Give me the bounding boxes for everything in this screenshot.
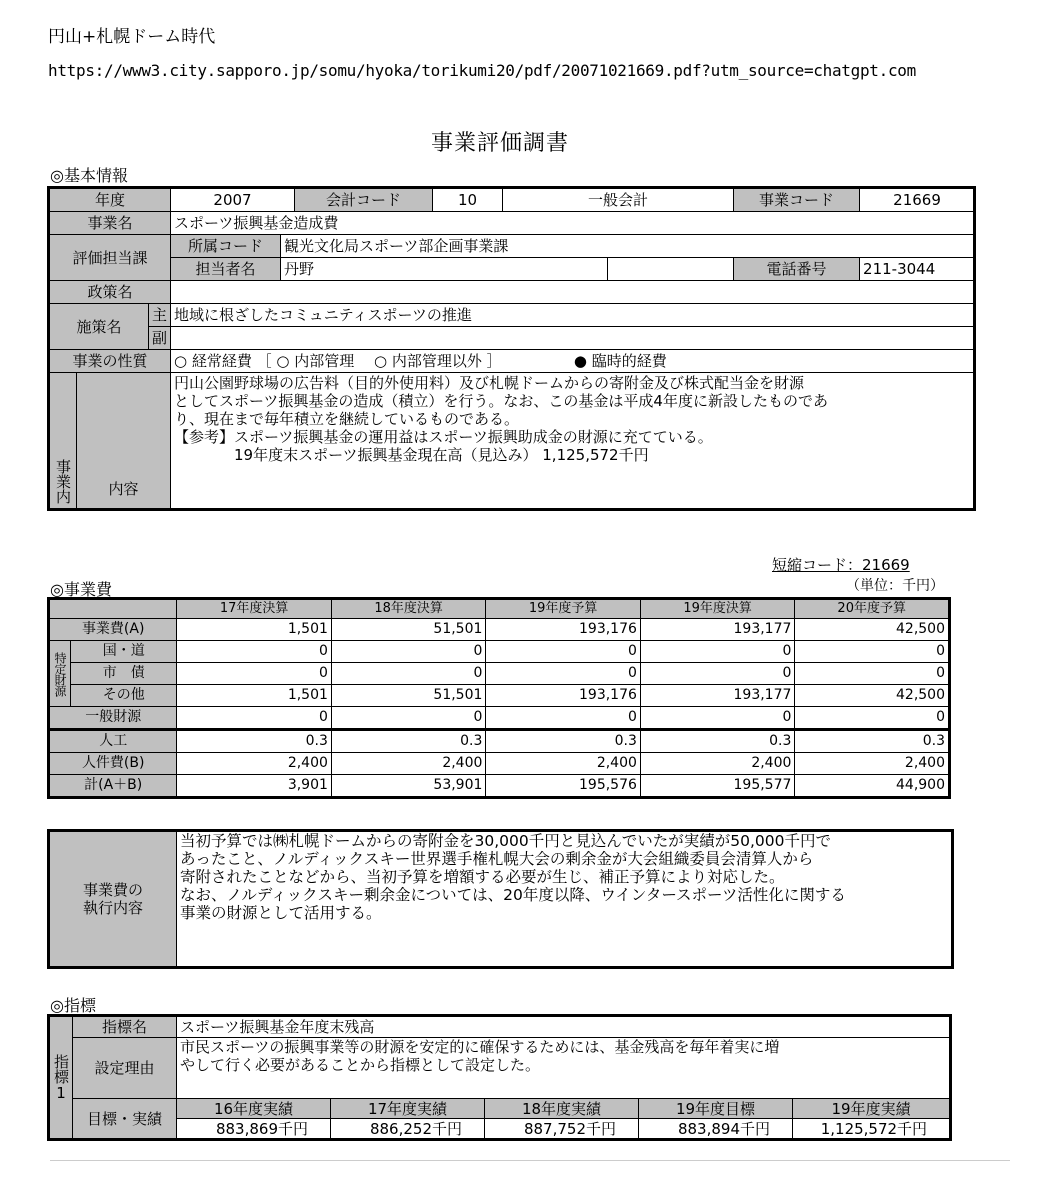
reason-line: 市民スポーツの振興事業等の財源を安定的に確保するためには、基金残高を毎年着実に増 — [180, 1038, 780, 1056]
execution-line: 事業の財源として活用する。 — [180, 904, 382, 922]
cost-cell: 195,577 — [640, 775, 795, 798]
measure-label: 施策名 — [49, 304, 149, 350]
cost-cell: 2,400 — [795, 753, 950, 775]
table-row — [49, 730, 950, 753]
execution-line: 寄附されたことなどから、当初予算を増額する必要が生じ、補正予算により対応した。 — [180, 868, 785, 886]
cost-cell: 0 — [331, 663, 486, 685]
table-row — [49, 707, 950, 730]
indicator-value: 883,869千円 — [177, 1119, 331, 1140]
indicator-col-header: 19年度実績 — [793, 1099, 951, 1119]
measure-main-value: 地域に根ざしたコミュニティスポーツの推進 — [171, 304, 975, 327]
cost-cell: 0.3 — [640, 730, 795, 753]
cost-cell: 0 — [177, 707, 332, 730]
cost-cell: 0 — [331, 641, 486, 663]
execution-line: 当初予算では㈱札幌ドームからの寄附金を30,000千円と見込んでいたが実績が50,000千円で — [180, 832, 831, 850]
cost-cell: 42,500 — [795, 685, 950, 707]
document-title: 事業評価調書 — [430, 131, 569, 156]
execution-text — [177, 831, 953, 968]
cost-cell: 0 — [486, 707, 641, 730]
content-side-label: 事業内 — [49, 373, 77, 510]
unit-label: （単位：千円） — [846, 578, 944, 594]
year-label: 年度 — [49, 188, 171, 212]
account-code-value: 10 — [433, 188, 503, 212]
measure-sub-value — [171, 327, 975, 350]
cost-row-label: 計(A＋B) — [49, 775, 177, 798]
account-name: 一般会計 — [503, 188, 734, 212]
indicator-value: 883,894千円 — [639, 1119, 793, 1140]
content-text — [171, 373, 975, 510]
table-row — [49, 753, 950, 775]
cost-col-header: 19年度決算 — [640, 599, 795, 619]
cost-row-label: 事業費(A) — [49, 619, 177, 641]
cost-cell: 195,576 — [486, 775, 641, 798]
cost-cell: 0 — [640, 663, 795, 685]
cost-cell: 3,901 — [177, 775, 332, 798]
cost-cell: 2,400 — [331, 753, 486, 775]
account-code-label: 会計コード — [295, 188, 433, 212]
indicator-name-label: 指標名 — [73, 1016, 177, 1038]
execution-table — [47, 829, 954, 969]
dept-value: 観光文化局スポーツ部企画事業課 — [281, 235, 975, 258]
special-funds-label: 特定財源 — [49, 641, 71, 707]
person-label: 担当者名 — [171, 258, 281, 281]
project-name-label: 事業名 — [49, 212, 171, 235]
page-header-title: 円山+札幌ドーム時代 — [48, 27, 216, 47]
table-row — [49, 775, 950, 798]
indicator-value: 886,252千円 — [331, 1119, 485, 1140]
indicator-value: 887,752千円 — [485, 1119, 639, 1140]
cost-cell: 0 — [177, 641, 332, 663]
cost-cell: 193,177 — [640, 619, 795, 641]
dept-code-label: 所属コード — [171, 235, 281, 258]
table-row — [49, 619, 950, 641]
cost-cell: 0 — [795, 641, 950, 663]
cost-cell: 0 — [331, 707, 486, 730]
cost-cell: 193,177 — [640, 685, 795, 707]
cost-cell: 193,176 — [486, 619, 641, 641]
cost-cell: 44,900 — [795, 775, 950, 798]
project-code-label: 事業コード — [734, 188, 860, 212]
indicator-target-label: 目標・実績 — [73, 1099, 177, 1140]
execution-line: なお、ノルディックスキー剰余金については、20年度以降、ウインタースポーツ活性化に関する — [180, 886, 846, 904]
cost-cell: 2,400 — [486, 753, 641, 775]
indicator-reason-label: 設定理由 — [73, 1038, 177, 1099]
phone-label: 電話番号 — [734, 258, 860, 281]
section-cost: ◎事業費 — [50, 580, 112, 599]
content-line: 円山公園野球場の広告料（目的外使用料）及び札幌ドームからの寄附金及び株式配当金を財源 — [174, 374, 805, 392]
cost-cell: 0 — [795, 707, 950, 730]
cost-row-label: 国・道 — [71, 641, 177, 663]
cost-row-label: 人件費(B) — [49, 753, 177, 775]
content-line: としてスポーツ振興基金の造成（積立）を行う。なお、この基金は平成4年度に新設したものであ — [174, 392, 828, 410]
cost-col-header: 17年度決算 — [177, 599, 332, 619]
content-line: り、現在まで毎年積立を継続しているものである。 — [174, 410, 520, 428]
cost-table — [47, 597, 951, 799]
basic-info-table — [47, 186, 976, 511]
cost-cell: 0 — [486, 663, 641, 685]
table-row — [49, 663, 950, 685]
source-url[interactable]: https://www3.city.sapporo.jp/somu/hyoka/torikumi20/pdf/20071021669.pdf?utm_source=chatgpt.com — [48, 61, 916, 80]
cost-cell: 0.3 — [177, 730, 332, 753]
cost-cell: 1,501 — [177, 619, 332, 641]
cost-cell: 2,400 — [640, 753, 795, 775]
nature-value: ○ 経常経費 ［ ○ 内部管理 ○ 内部管理以外 ］ ● 臨時的経費 — [171, 350, 975, 373]
cost-cell: 53,901 — [331, 775, 486, 798]
person-spacer — [608, 258, 734, 281]
cost-cell: 42,500 — [795, 619, 950, 641]
cost-row-label: 人工 — [49, 730, 177, 753]
cost-cell: 51,501 — [331, 619, 486, 641]
policy-value — [171, 281, 975, 304]
measure-main-label: 主 — [149, 304, 171, 327]
cost-cell: 0.3 — [795, 730, 950, 753]
cost-corner — [49, 599, 177, 619]
section-indicator: ◎指標 — [50, 996, 96, 1015]
indicator-col-header: 17年度実績 — [331, 1099, 485, 1119]
nature-label: 事業の性質 — [49, 350, 171, 373]
page-bottom-divider — [50, 1160, 1010, 1161]
table-row — [49, 685, 950, 707]
execution-label: 事業費の 執行内容 — [49, 831, 177, 968]
measure-sub-label: 副 — [149, 327, 171, 350]
indicator-col-header: 18年度実績 — [485, 1099, 639, 1119]
cost-cell: 193,176 — [486, 685, 641, 707]
cost-cell: 0 — [486, 641, 641, 663]
project-code-value: 21669 — [860, 188, 975, 212]
indicator-col-header: 16年度実績 — [177, 1099, 331, 1119]
indicator-reason-text — [177, 1038, 951, 1099]
content-line: 【参考】スポーツ振興基金の運用益はスポーツ振興助成金の財源に充てている。 — [174, 428, 713, 446]
cost-col-header: 20年度予算 — [795, 599, 950, 619]
short-code: 短縮コード：21669 — [772, 556, 910, 574]
evaluator-label: 評価担当課 — [49, 235, 171, 281]
cost-cell: 0 — [640, 641, 795, 663]
content-label: 内容 — [77, 373, 171, 510]
cost-col-header: 18年度決算 — [331, 599, 486, 619]
cost-cell: 2,400 — [177, 753, 332, 775]
section-basic-info: ◎基本情報 — [50, 166, 128, 185]
cost-cell: 0.3 — [486, 730, 641, 753]
person-value: 丹野 — [281, 258, 608, 281]
cost-cell: 51,501 — [331, 685, 486, 707]
cost-row-label: 市 債 — [71, 663, 177, 685]
indicator-side-label: 指標1 — [49, 1016, 73, 1140]
year-value: 2007 — [171, 188, 295, 212]
cost-cell: 0 — [177, 663, 332, 685]
indicator-name-value: スポーツ振興基金年度末残高 — [177, 1016, 951, 1038]
table-row — [49, 641, 950, 663]
cost-cell: 0 — [795, 663, 950, 685]
cost-row-label: その他 — [71, 685, 177, 707]
indicator-value: 1,125,572千円 — [793, 1119, 951, 1140]
cost-cell: 0.3 — [331, 730, 486, 753]
indicator-table — [47, 1014, 952, 1141]
indicator-col-header: 19年度目標 — [639, 1099, 793, 1119]
cost-cell: 0 — [640, 707, 795, 730]
cost-row-label: 一般財源 — [49, 707, 177, 730]
phone-value: 211-3044 — [860, 258, 975, 281]
cost-cell: 1,501 — [177, 685, 332, 707]
project-name-value: スポーツ振興基金造成費 — [171, 212, 975, 235]
cost-col-header: 19年度予算 — [486, 599, 641, 619]
content-line: 19年度末スポーツ振興基金現在高（見込み） 1,125,572千円 — [174, 446, 649, 464]
policy-label: 政策名 — [49, 281, 171, 304]
reason-line: やして行く必要があることから指標として設定した。 — [180, 1056, 541, 1074]
execution-line: あったこと、ノルディックスキー世界選手権札幌大会の剰余金が大会組織委員会清算人から — [180, 850, 814, 868]
